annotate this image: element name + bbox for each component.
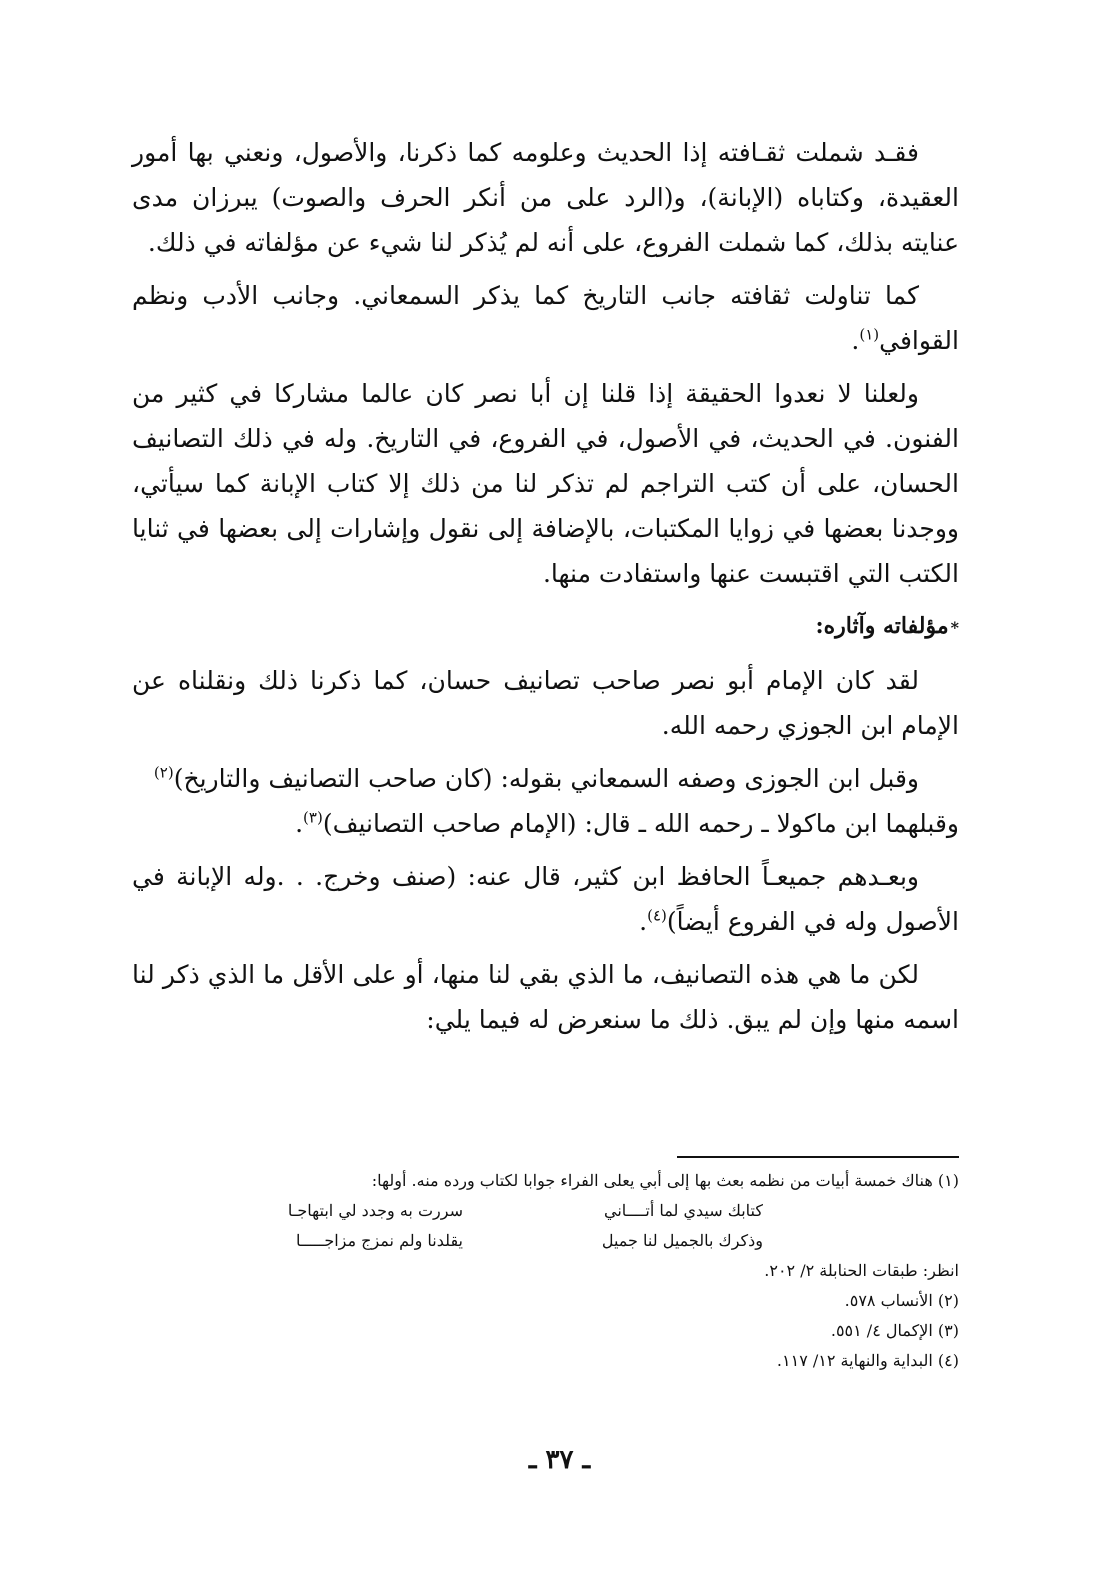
page-number: ـ ٣٧ ـ — [528, 1445, 591, 1475]
footnote-ref-2: (٢) — [153, 763, 174, 782]
paragraph-5-end: . — [295, 809, 304, 838]
paragraph-2-text: كما تناولت ثقافته جانب التاريخ كما يذكر السمعاني. وجانب الأدب ونظم القوافي — [132, 281, 959, 355]
footnote-ref-4: (٤) — [647, 906, 667, 925]
paragraph-6 — [132, 854, 959, 944]
footnote-4: (٤) البداية والنهاية ١٢/ ١١٧. — [776, 1351, 959, 1370]
footnote-3: (٣) الإكمال ٤/ ٥٥١. — [830, 1321, 959, 1340]
heading-text: مؤلفاته وآثاره: — [815, 613, 949, 639]
paragraph-5 — [132, 756, 959, 846]
footnote-ref-1: (١) — [859, 325, 880, 344]
main-text — [132, 130, 959, 1050]
heading-star-icon: * — [950, 618, 959, 637]
verse-line-2 — [200, 1226, 959, 1256]
paragraph-2-end: . — [851, 326, 860, 355]
paragraph-6-text: وبعـدهم جميعـاً الحافظ ابن كثير، قال عنه: (صنف وخرج. . .وله الإبانة في الأصول وله في الفروع أيضاً) — [132, 862, 959, 936]
paragraph-5-text: وقبل ابن الجوزى وصفه السمعاني بقوله: (كان صاحب التصانيف والتاريخ) — [173, 764, 919, 793]
paragraph-6-end: . — [639, 907, 648, 936]
paragraph-4-text: لقد كان الإمام أبو نصر صاحب تصانيف حسان، كما ذكرنا ذلك ونقلناه عن الإمام ابن الجوزي رحمه الله. — [132, 666, 959, 740]
footnote-ref-3: (٣) — [303, 808, 323, 827]
paragraph-7-text: لكن ما هي هذه التصانيف، ما الذي بقي لنا منها، أو على الأقل ما الذي ذكر لنا اسمه منها وإن لم يبق. ذلك ما سنعرض له فيما يلي: — [132, 960, 959, 1034]
paragraph-1-text: فقـد شملت ثقـافته إذا الحديث وعلومه كما ذكرنا، والأصول، ونعني بها أمور العقيدة، وكتاباه (الإبانة)، و(الرد على من أنكر الحرف والصوت) يبرزان مدى عنايته بذلك، كما شملت الفروع، على أنه لم يُذكر لنا شيء عن مؤلفاته في ذلك. — [132, 138, 959, 257]
footnote-divider — [677, 1156, 959, 1158]
verse-1-first-hemistich: كتابك سيدي لما أتــــاني — [604, 1201, 763, 1220]
section-heading — [132, 604, 959, 650]
footnote-2: (٢) الأنساب ٥٧٨. — [844, 1291, 959, 1310]
footnote-1: (١) هناك خمسة أبيات من نظمه بعث بها إلى أبي يعلى الفراء جوابا لكتاب ورده منه. أولها: — [371, 1171, 959, 1190]
paragraph-3-text: ولعلنا لا نعدوا الحقيقة إذا قلنا إن أبا نصر كان عالما مشاركا في كثير من الفنون. في الحديث، في الأصول، في الفروع، في التاريخ. وله في ذلك التصانيف الحسان، على أن كتب التراجم لم تذكر لنا من ذلك إلا كتاب الإبانة كما سيأتي، ووجدنا بعضها في زوايا المكتبات، بالإضافة إلى نقول وإشارات إلى بعضها في ثنايا الكتب التي اقتبست عنها واستفادت منها. — [132, 379, 959, 588]
paragraph-1 — [132, 130, 959, 265]
paragraph-7 — [132, 952, 959, 1042]
verse-1-second-hemistich: سررت به وجدد لي ابتهاجـا — [287, 1201, 463, 1220]
paragraph-4 — [132, 658, 959, 748]
paragraph-5-text-2: وقبلهما ابن ماكولا ـ رحمه الله ـ قال: (الإمام صاحب التصانيف) — [322, 809, 959, 838]
footnote-1-source: انظر: طبقات الحنابلة ٢/ ٢٠٢. — [764, 1261, 959, 1280]
paragraph-2 — [132, 273, 959, 363]
footnotes — [200, 1166, 959, 1376]
verse-2-second-hemistich: يقلدنا ولم نمزج مزاجـــــا — [296, 1231, 463, 1250]
paragraph-3 — [132, 371, 959, 596]
verse-line-1 — [200, 1196, 959, 1226]
verse-2-first-hemistich: وذكرك بالجميل لنا جميل — [601, 1231, 763, 1250]
